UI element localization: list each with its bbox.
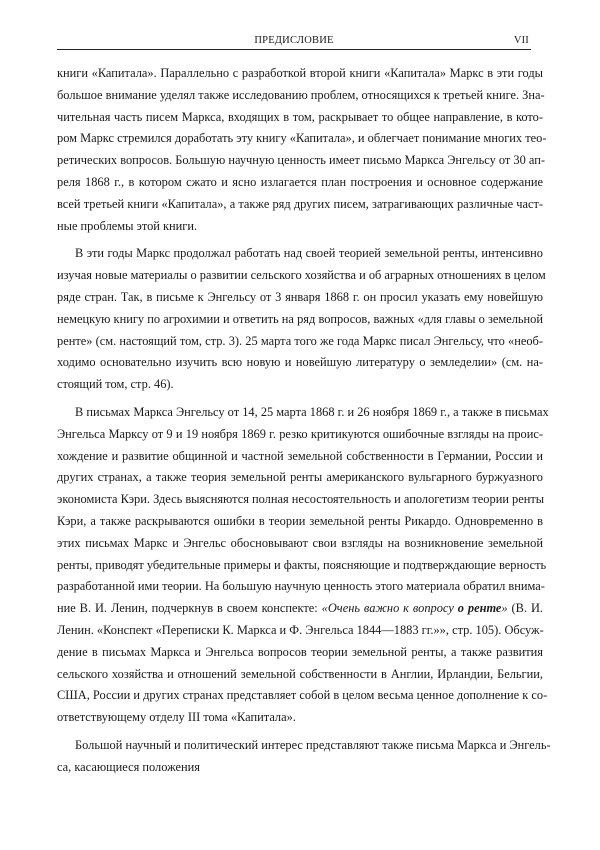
paragraph-1 — [57, 63, 547, 237]
text-line: стоящий том, стр. 46). — [57, 377, 174, 392]
text-line: Ленин. «Конспект «Переписки К. Маркса и Ф. Энгельса 1844—1883 гг.»», стр. 105). Обсуж- — [57, 622, 544, 637]
text-line: ренте» (см. настоящий том, стр. 3). 25 марта того же года Маркс писал Энгельсу, что «необ- — [57, 333, 543, 348]
text-line: ренты, приводят убедительные примеры и факты, поясняющие и подтверждающие верность — [57, 557, 547, 572]
text-line: большое внимание уделял также исследованию проблем, относящихся к третьей книге. Зна- — [57, 87, 545, 102]
emphasis-bold: о ренте — [457, 601, 502, 616]
text-line: немецкую книгу по агрохимии и ответить на ряд вопросов, важных «для главы о земельной — [57, 311, 543, 326]
paragraph-4 — [57, 735, 551, 779]
quote-line-before: ние В. И. Ленин, подчеркнув в своем конспекте: — [57, 601, 322, 616]
text-line: В эти годы Маркс продолжал работать над своей теорией земельной ренты, интенсивно — [75, 246, 543, 261]
text-line: изучая новые материалы о развитии сельского хозяйства и об аграрных отношениях в целом — [57, 268, 546, 283]
text-line: экономиста Кэри. Здесь выясняются полная несостоятельность и апологетизм теории ренты — [57, 492, 545, 507]
text-line: дение в письмах Маркса и Энгельса вопросов теории земельной ренты, а также развития — [57, 644, 543, 659]
text-line: ходимо основательно изучить всю новую и новейшую литературу о земледелии» (см. на- — [57, 355, 543, 370]
text-line: Большой научный и политический интерес представляют также письма Маркса и Энгель- — [75, 737, 551, 752]
lenin-quote: «Очень важно к вопросу о ренте» — [321, 601, 508, 616]
text-line: ряде стран. Так, в письме к Энгельсу от 3 января 1868 г. он просил указать ему новейшую — [57, 289, 543, 304]
quote-line-after: (В. И. — [507, 601, 544, 616]
text-line: ные проблемы этой книги. — [57, 218, 198, 233]
text-line: чительная часть писем Маркса, входящих в том, раскрывает то общее направление, в кото- — [57, 109, 543, 124]
page-number: VII — [513, 35, 529, 46]
text-line: США, России и других странах представляет собой в целом весьма ценное дополнение к со- — [57, 688, 548, 703]
running-header — [57, 34, 531, 50]
text-line: реля 1868 г., в котором сжато и ясно излагается план построения и основное содержание — [57, 174, 543, 189]
text-line: всей третьей книги «Капитала», а также ряд других писем, затрагивающих различные част- — [57, 196, 543, 211]
paragraph-2 — [57, 243, 546, 396]
section-title: ПРЕДИСЛОВИЕ — [254, 35, 334, 46]
text-line: са, касающиеся положения — [57, 759, 200, 774]
paragraph-3 — [57, 402, 549, 729]
text-line: других странах, а также теория земельной ренты американского вульгарного буржуазного — [57, 470, 543, 485]
text-line: Энгельса Марксу от 9 и 19 ноября 1869 г. резко критикуются ошибочные взгляды на проис- — [57, 426, 543, 441]
text-line: ром Маркс стремился доработать эту книгу «Капитала», и облегчает понимание многих тео- — [57, 131, 547, 146]
text-line: ответствующему отделу III тома «Капитала». — [57, 710, 296, 725]
text-line: хождение и развитие общинной и частной земельной собственности в Германии, России и — [57, 448, 543, 463]
text-line: сельского хозяйства и отношений земельной собственности в Англии, Ирландии, Бельгии, — [57, 666, 543, 681]
text-line: Кэри, а также раскрываются ошибки в теории земельной ренты Рикардо. Одновременно в — [57, 513, 543, 528]
body-text — [57, 63, 551, 779]
text-line: книги «Капитала». Параллельно с разработкой второй книги «Капитала» Маркс в эти годы — [57, 66, 543, 80]
text-line: В письмах Маркса Энгельсу от 14, 25 марта 1868 г. и 26 ноября 1869 г., а также в письмах — [75, 404, 549, 419]
text-line: разработанной ими теории. На большую научную ценность этого материала обратил внима- — [57, 579, 545, 594]
text-line: этих письмах Маркс и Энгельс обосновывают свои взгляды на возникновение земельной — [57, 535, 543, 550]
text-line: ретических вопросов. Большую научную ценность имеет письмо Маркса Энгельсу от 30 ап- — [57, 153, 546, 168]
quote-line — [57, 598, 543, 620]
